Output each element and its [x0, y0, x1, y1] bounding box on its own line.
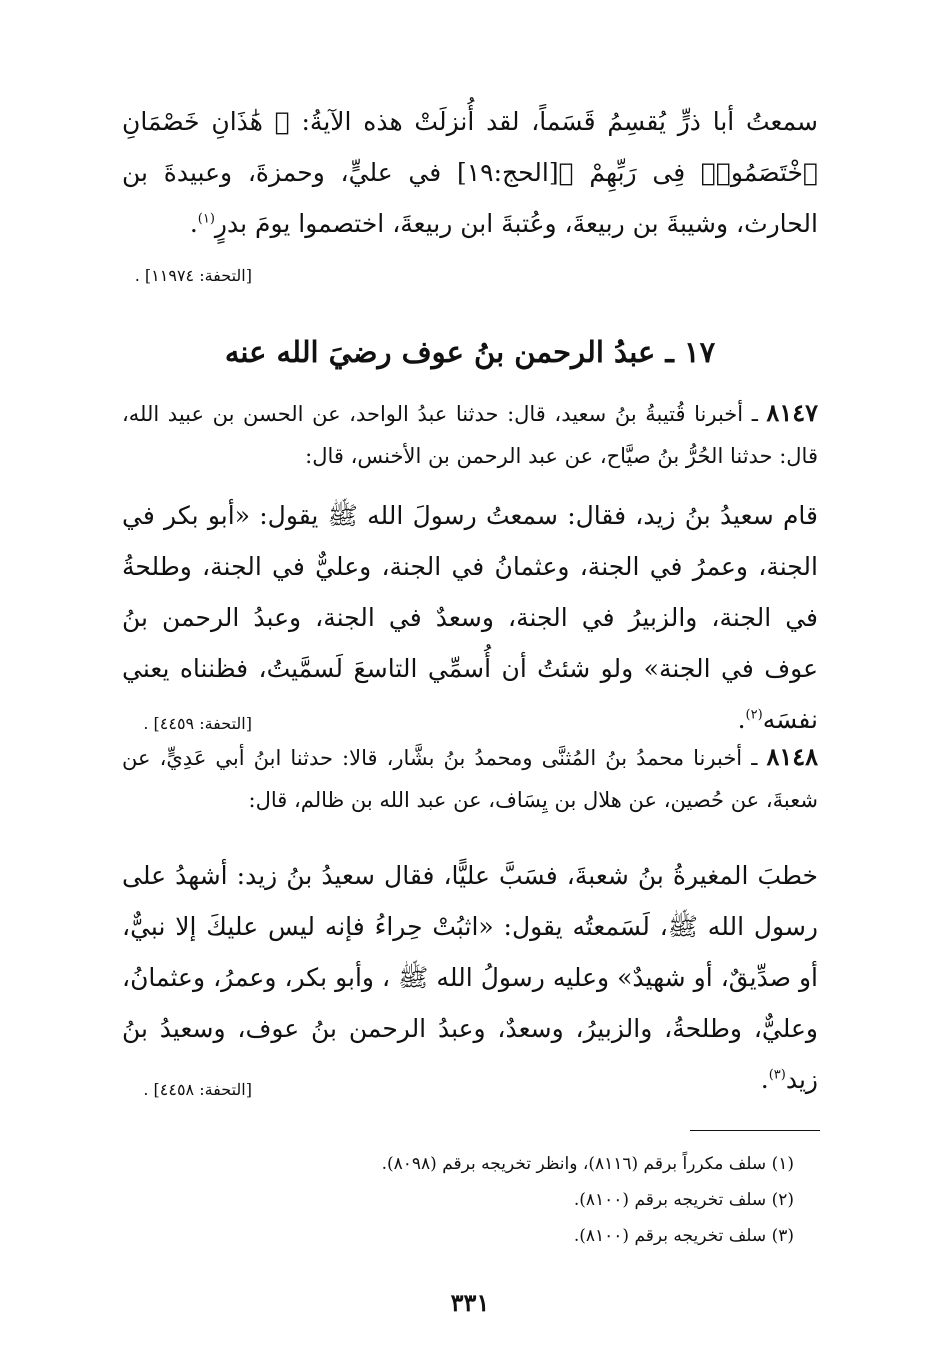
hadith-8148-text: خطبَ المغيرةُ بنُ شعبةَ، فسَبَّ عليًّا، فقال سعيدُ بنُ زيد: أشهدُ على رسول الله ﷺ، لَسَمعتُه يقول: «اثبُتْ حِراءُ فإنه ليس عليكَ إلا نبيٌّ، أو صدِّيقٌ، أو شهيدٌ» وعليه رسولُ الله ﷺ ، وأبو بكر، وعمرُ، وعثمانُ، وعليٌّ، وطلحةُ، والزبيرُ، وسعدٌ، وعبدُ الرحمن بنُ عوف، وسعيدُ بنُ زيد$^{(٣)}$. [122, 861, 818, 1094]
page-number: ٣٣١ [450, 1288, 490, 1317]
footnote-item: (٣) سلف تخريجه برقم (٨١٠٠). [573, 1226, 794, 1246]
footnote-marker: (١) [197, 211, 215, 227]
hadith-8148-chain [122, 736, 818, 821]
section-heading: ١٧ ـ عبدُ الرحمن بنُ عوف رضيَ الله عنه [224, 335, 716, 369]
tuhfa-reference: [التحفة: ٤٤٥٩] . [143, 714, 252, 733]
footnote-item: (٢) سلف تخريجه برقم (٨١٠٠). [573, 1190, 794, 1210]
isnad-text: ـ أخبرنا محمدُ بنُ المُثنَّى ومحمدُ بنُ بشَّار، قالا: حدثنا ابنُ أبي عَدِيٍّ، عن شعبةَ، عن حُصين، عن هلال بن يِسَاف، عن عبد الله بن ظالم، قال: [122, 746, 818, 812]
footnote-marker: (٣) [768, 1067, 786, 1083]
footnotes [274, 1146, 794, 1254]
footnote-marker: (٢) [745, 707, 763, 723]
continued-text: سمعتُ أبا ذرٍّ يُقسِمُ قَسَماً، لقد أُنزلَتْ هذه الآيةُ: ﴿ هَٰذَانِ خَصْمَانِ ٱخْتَصَمُوا۟ فِى رَبِّهِمْ ﴾[الحج:١٩] في عليٍّ، وحمزةَ، وعبيدةَ بن الحارث، وشيبةَ بن ربيعةَ، وعُتبةَ ابن ربيعةَ، اختصموا يومَ بدرٍ [122, 107, 818, 238]
hadith-number: ٨١٤٨ [766, 742, 818, 771]
hadith-8147-chain [122, 392, 818, 477]
footnote-divider [690, 1130, 820, 1131]
hadith-8147-text: قام سعيدُ بنُ زيد، فقال: سمعتُ رسولَ الله ﷺ يقول: «أبو بكر في الجنة، وعمرُ في الجنة، وعثمانُ في الجنة، وعليٌّ في الجنة، وطلحةُ في الجنة، والزبيرُ في الجنة، وسعدٌ في الجنة، وعبدُ الرحمن بنُ عوف في الجنة» ولو شئتُ أن أُسمِّي التاسعَ لَسمَّيتُ، فظنناه يعني نفسَه$^{(٢)}$. [122, 501, 818, 734]
matn-text: خطبَ المغيرةُ بنُ شعبةَ، فسَبَّ عليًّا، فقال سعيدُ بنُ زيد: أشهدُ على رسول الله ﷺ، لَسَمعتُه يقول: «اثبُتْ حِراءُ فإنه ليس عليكَ إلا نبيٌّ، أو صدِّيقٌ، أو شهيدٌ» وعليه رسولُ الله ﷺ ، وأبو بكر، وعمرُ، وعثمانُ، وعليٌّ، وطلحةُ، والزبيرُ، وسعدٌ، وعبدُ الرحمن بنُ عوف، وسعيدُ بنُ زيد [122, 861, 818, 1094]
isnad-text: ـ أخبرنا قُتيبةُ بنُ سعيد، قال: حدثنا عبدُ الواحد، عن الحسن بن عبيد الله، قال: حدثنا الحُرُّ بنُ صيَّاح، عن عبد الرحمن بن الأخنس، قال: [122, 402, 818, 468]
matn-text: قام سعيدُ بنُ زيد، فقال: سمعتُ رسولَ الله ﷺ يقول: «أبو بكر في الجنة، وعمرُ في الجنة، وعثمانُ في الجنة، وعليٌّ في الجنة، وطلحةُ في الجنة، والزبيرُ في الجنة، وسعدٌ في الجنة، وعبدُ الرحمن بنُ عوف في الجنة» ولو شئتُ أن أُسمِّي التاسعَ لَسمَّيتُ، فظنناه يعني نفسَه [122, 501, 818, 734]
footnote-item: (١) سلف مكرراً برقم (٨١١٦)، وانظر تخريجه برقم (٨٠٩٨). [381, 1154, 794, 1174]
hadith-number: ٨١٤٧ [766, 398, 818, 427]
continued-paragraph: سمعتُ أبا ذرٍّ يُقسِمُ قَسَماً، لقد أُنزلَتْ هذه الآيةُ: ﴿ هَٰذَانِ خَصْمَانِ ٱخْتَصَمُوا۟ فِى رَبِّهِمْ ﴾[الحج:١٩] في عليٍّ، وحمزةَ، وعبيدةَ بن الحارث، وشيبةَ بن ربيعةَ، وعُتبةَ ابن ربيعةَ، اختصموا يومَ بدرٍ$^{(١)}$. [122, 107, 818, 238]
tuhfa-reference: [التحفة: ١١٩٧٤] . [134, 266, 252, 285]
tuhfa-reference: [التحفة: ٤٤٥٨] . [143, 1080, 252, 1099]
